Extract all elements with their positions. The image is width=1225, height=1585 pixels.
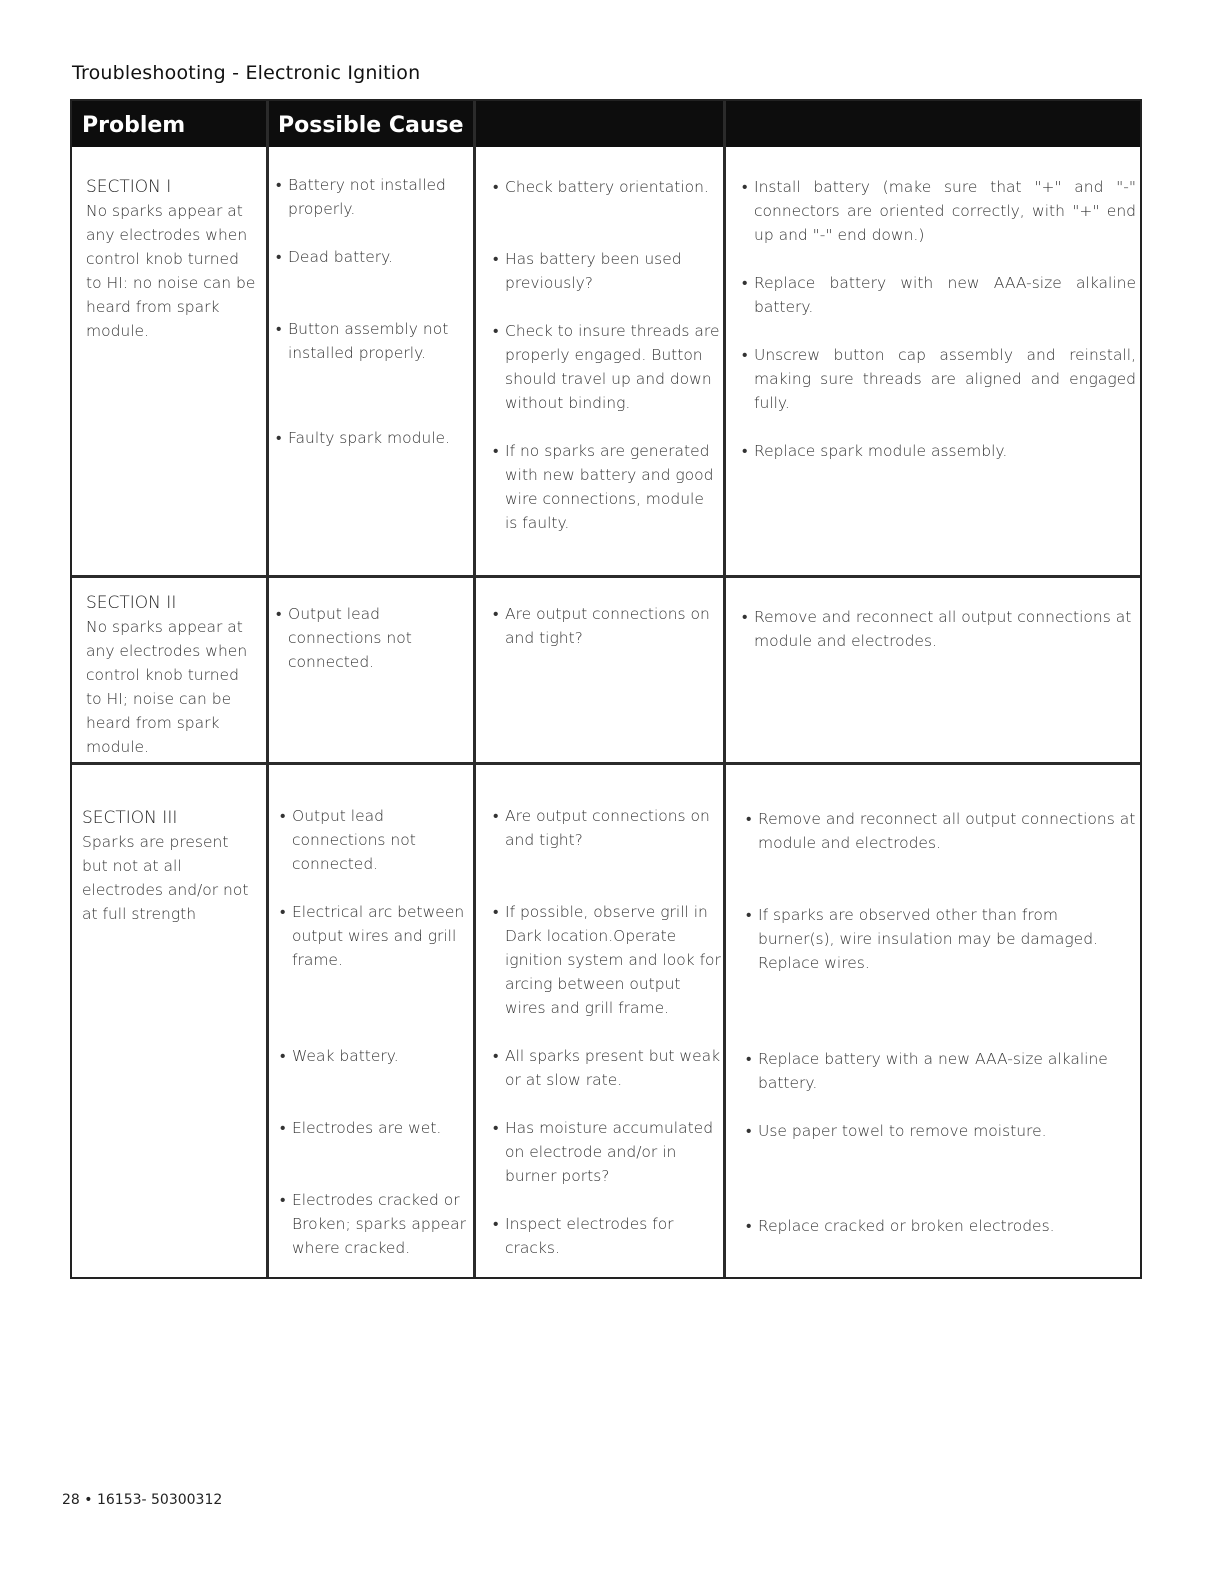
list-item: • Output lead connections not connected.: [276, 605, 412, 671]
list-item: • Are output connections on and tight?: [493, 807, 710, 849]
list-item: • Remove and reconnect all output connections at module and electrodes.: [746, 810, 1136, 852]
list-item: • Dead battery.: [276, 248, 394, 266]
list-item: • Remove and reconnect all output connections at module and electrodes.: [742, 608, 1132, 650]
list-item: • Electrodes cracked or Broken; sparks appear where cracked.: [280, 1191, 466, 1257]
section-1-title: SECTION I: [86, 177, 172, 197]
section-3-problem-text: Sparks are present but not at all electrodes and/or not at full strength: [82, 833, 249, 923]
list-item: • If possible, observe grill in Dark location.Operate ignition system and look for arcing between output wires and grill frame.: [493, 903, 721, 1017]
table-header-row: [72, 101, 1140, 147]
list-item: • Faulty spark module.: [276, 429, 451, 447]
section-3-problem-cell: [82, 806, 258, 926]
list-item: • Replace battery with new AAA-size alkaline battery.: [742, 274, 1136, 316]
column-divider: [266, 101, 269, 1277]
section-2-problem-cell: [86, 591, 258, 759]
header-possible-cause: Possible Cause: [278, 113, 464, 138]
troubleshooting-table: [70, 99, 1142, 1279]
list-item: • Replace cracked or broken electrodes.: [746, 1217, 1055, 1235]
section-1-causes-cell: [274, 173, 470, 573]
section-1-checks-cell: [491, 175, 721, 575]
list-item: • Battery not installed properly.: [276, 176, 446, 218]
section-3-title: SECTION III: [82, 808, 178, 828]
list-item: • Output lead connections not connected.: [280, 807, 416, 873]
list-item: • If sparks are observed other than from burner(s), wire insulation may be damaged. Replace wires.: [746, 906, 1098, 972]
section-1-problem-text: No sparks appear at any electrodes when control knob turned to HI: no noise can be heard from spark module.: [86, 202, 256, 340]
section-3-checks-cell: [491, 804, 721, 1274]
list-item: • Replace battery with a new AAA-size alkaline battery.: [746, 1050, 1108, 1092]
section-1-remedies-cell: [740, 175, 1136, 575]
list-item: • Electrodes are wet.: [280, 1119, 442, 1137]
header-check: [476, 101, 726, 147]
list-item: • Electrical arc between output wires and grill frame.: [280, 903, 465, 969]
list-item: • Install battery (make sure that "+" and "-" connectors are oriented correctly, with "+" end up and "-" end down.): [742, 178, 1136, 244]
list-item: • Unscrew button cap assembly and reinstall, making sure threads are aligned and engaged fully.: [742, 346, 1136, 412]
row-divider: [72, 762, 1140, 765]
list-item: • Has moisture accumulated on electrode and/or in burner ports?: [493, 1119, 714, 1185]
section-2-remedies-cell: [740, 605, 1136, 755]
header-problem: Problem: [82, 113, 186, 138]
row-divider: [72, 575, 1140, 578]
list-item: • All sparks present but weak or at slow rate.: [493, 1047, 721, 1089]
section-2-problem-text: No sparks appear at any electrodes when control knob turned to HI; noise can be heard from spark module.: [86, 618, 248, 756]
list-item: • If no sparks are generated with new battery and good wire connections, module is faulty.: [493, 442, 714, 532]
list-item: • Check to insure threads are properly engaged. Button should travel up and down without binding.: [493, 322, 720, 412]
section-3-causes-cell: [278, 804, 470, 1274]
column-divider: [723, 101, 726, 1277]
section-1-problem-cell: [86, 175, 258, 343]
list-item: • Button assembly not installed properly.: [276, 320, 449, 362]
page-footer: 28 • 16153- 50300312: [62, 1492, 223, 1508]
section-2-causes-cell: [274, 602, 470, 752]
section-2-checks-cell: [491, 602, 721, 752]
header-remedy: [726, 101, 1142, 147]
list-item: • Replace spark module assembly.: [742, 442, 1008, 460]
list-item: • Check battery orientation.: [493, 178, 709, 196]
list-item: • Has battery been used previously?: [493, 250, 682, 292]
list-item: • Weak battery.: [280, 1047, 399, 1065]
list-item: • Are output connections on and tight?: [493, 605, 710, 647]
section-2-title: SECTION II: [86, 593, 177, 613]
list-item: • Inspect electrodes for cracks.: [493, 1215, 674, 1257]
page-title: Troubleshooting - Electronic Ignition: [72, 62, 421, 84]
section-3-remedies-cell: [744, 807, 1136, 1277]
column-divider: [473, 101, 476, 1277]
list-item: • Use paper towel to remove moisture.: [746, 1122, 1047, 1140]
